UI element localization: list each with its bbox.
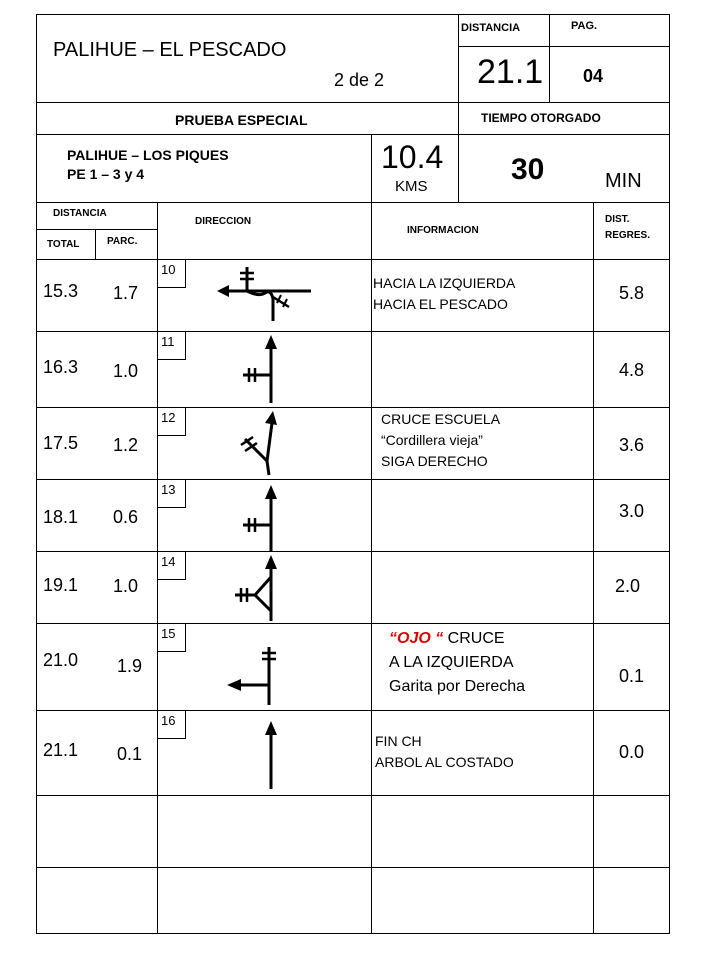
col-partial: PARC. <box>107 236 138 247</box>
header-divider <box>458 15 459 102</box>
row-line <box>37 259 670 260</box>
partial-distance: 0.6 <box>113 507 139 527</box>
route-title: PALIHUE – EL PESCADO <box>53 39 287 61</box>
distance-value: 21.1 <box>477 53 544 91</box>
page-label: PAG. <box>571 20 598 32</box>
row-line <box>37 331 670 332</box>
col-total: TOTAL <box>47 239 80 250</box>
total-distance: 18.1 <box>43 507 79 527</box>
header-divider <box>549 15 550 102</box>
header-divider <box>458 102 459 134</box>
step-number: 13 <box>158 480 186 508</box>
remaining-distance: 4.8 <box>619 360 645 380</box>
total-distance: 16.3 <box>43 357 79 377</box>
header-divider <box>37 134 670 135</box>
row-line <box>37 407 670 408</box>
stage-km-value: 10.4 <box>381 139 444 175</box>
remaining-distance: 3.6 <box>619 435 645 455</box>
col-info: INFORMACION <box>407 225 479 236</box>
remaining-distance: 5.8 <box>619 283 645 303</box>
step-number: 11 <box>158 332 186 360</box>
distance-label: DISTANCIA <box>461 22 521 34</box>
info-text: “OJO “ CRUCE A LA IZQUIERDA Garita por Derecha <box>389 630 526 695</box>
col-direction: DIRECCION <box>195 216 252 227</box>
grid-line <box>371 202 372 934</box>
stage-time-unit: MIN <box>605 170 642 192</box>
step-number: 12 <box>158 408 186 436</box>
col-divider <box>95 229 96 259</box>
total-distance: 21.1 <box>43 740 79 760</box>
left-turn-t-icon <box>225 643 281 707</box>
total-distance: 17.5 <box>43 433 79 453</box>
remaining-distance: 0.0 <box>619 742 645 762</box>
col-divider <box>37 229 157 230</box>
col-remaining: DIST. <box>605 214 630 225</box>
total-distance: 15.3 <box>43 281 79 301</box>
partial-distance: 1.7 <box>113 283 139 303</box>
stage-name: PALIHUE – LOS PIQUES <box>67 147 229 163</box>
remaining-distance: 3.0 <box>619 501 645 521</box>
total-distance: 21.0 <box>43 650 79 670</box>
row-line <box>37 623 670 624</box>
stage-km-unit: KMS <box>395 178 428 195</box>
partial-distance: 1.2 <box>113 435 139 455</box>
header-divider <box>371 134 372 202</box>
straight-arrow-icon <box>259 719 283 791</box>
step-number: 14 <box>158 552 186 580</box>
total-distance: 19.1 <box>43 575 79 595</box>
stage-label: PRUEBA ESPECIAL <box>175 112 308 128</box>
header-divider <box>458 134 459 202</box>
warning-text: “OJO “ <box>389 630 444 647</box>
info-text: HACIA LA IZQUIERDA HACIA EL PESCADO <box>373 275 516 312</box>
stage-code: PE 1 – 3 y 4 <box>67 166 145 182</box>
step-number: 10 <box>158 260 186 288</box>
col-distance: DISTANCIA <box>53 208 107 219</box>
straight-y-fork-icon <box>231 553 287 623</box>
step-number: 16 <box>158 711 186 739</box>
partial-distance: 1.9 <box>117 656 143 676</box>
remaining-distance: 2.0 <box>615 576 641 596</box>
partial-distance: 1.0 <box>113 576 139 596</box>
info-text: CRUCE ESCUELA “Cordillera vieja” SIGA DERECHO <box>381 411 501 469</box>
remaining-distance: 0.1 <box>619 666 645 686</box>
roadbook-sheet <box>36 14 670 934</box>
time-label: TIEMPO OTORGADO <box>481 111 601 125</box>
stage-time-value: 30 <box>511 153 545 186</box>
sheet-of: 2 de 2 <box>334 70 385 90</box>
row-line <box>37 795 670 796</box>
page-value: 04 <box>583 66 604 86</box>
header-divider <box>37 202 670 203</box>
row-line <box>37 867 670 868</box>
grid-line <box>593 202 594 934</box>
row-line <box>37 710 670 711</box>
header-divider <box>458 46 670 47</box>
bear-right-fork-icon <box>233 409 293 479</box>
step-number: 15 <box>158 624 186 652</box>
straight-left-branch-icon <box>237 483 287 553</box>
row-line <box>37 551 670 552</box>
row-line <box>37 479 670 480</box>
partial-distance: 1.0 <box>113 361 139 381</box>
col-remaining-2: REGRES. <box>605 230 651 241</box>
info-text: FIN CH ARBOL AL COSTADO <box>375 733 514 770</box>
straight-left-branch-icon <box>237 333 287 405</box>
left-turn-junction-icon <box>215 263 315 327</box>
partial-distance: 0.1 <box>117 744 143 764</box>
header-divider <box>37 102 670 103</box>
